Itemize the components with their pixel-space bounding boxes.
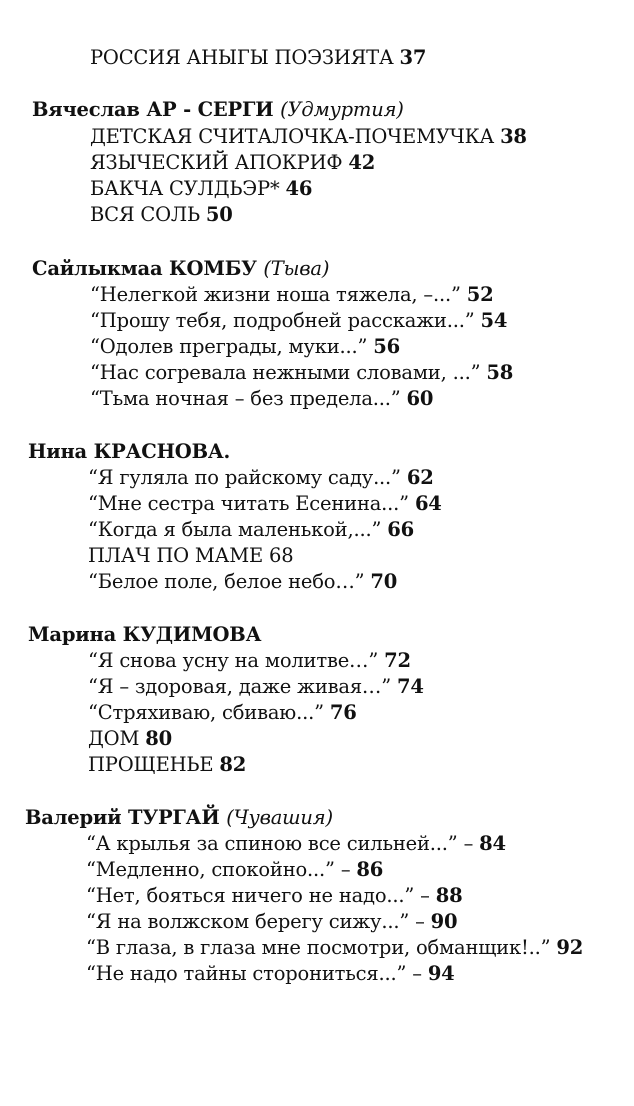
entry-page-number: 68	[269, 544, 294, 567]
entry-page-number: 56	[373, 335, 401, 358]
toc-entry	[90, 124, 527, 150]
entry-title: “Нет, бояться ничего не надо...” –	[86, 884, 430, 907]
author-heading	[32, 256, 329, 282]
entry-page-number: 76	[329, 701, 357, 724]
entry-title: “Я снова усну на молитве…”	[88, 649, 379, 672]
entry-title: “Мне сестра читать Есенина...”	[88, 492, 409, 515]
toc-entry	[90, 282, 493, 308]
entry-title: ПЛАЧ ПО МАМЕ	[88, 544, 264, 567]
toc-entry	[90, 202, 233, 228]
author-region: (Удмуртия)	[280, 98, 404, 121]
entry-title: “Когда я была маленькой,...”	[88, 518, 382, 541]
entry-page-number: 66	[387, 518, 414, 541]
toc-entry	[90, 308, 507, 334]
toc-entry	[86, 831, 506, 857]
entry-page-number: 46	[285, 177, 313, 200]
author-heading	[28, 439, 230, 465]
toc-entry	[88, 752, 246, 778]
toc-entry	[86, 909, 457, 935]
toc-entry	[86, 935, 583, 961]
entry-page-number: 74	[397, 675, 424, 698]
toc-entry	[90, 386, 433, 412]
toc-entry	[88, 465, 434, 491]
toc-entry	[88, 569, 397, 595]
toc-entry	[88, 648, 411, 674]
author-name: Валерий ТУРГАЙ	[25, 806, 220, 829]
entry-title: “Я – здоровая, даже живая…”	[88, 675, 391, 698]
toc-entry	[90, 45, 426, 71]
entry-title: ДЕТСКАЯ СЧИТАЛОЧКА-ПОЧЕМУЧКА	[90, 125, 495, 148]
entry-page-number: 80	[145, 727, 172, 750]
entry-title: “Стряхиваю, сбиваю...”	[88, 701, 324, 724]
entry-title: “Я гуляла по райскому саду...”	[88, 466, 401, 489]
entry-page-number: 70	[370, 570, 398, 593]
toc-entry	[86, 883, 462, 909]
entry-page-number: 42	[348, 151, 376, 174]
author-name: Сайлыкмаа КОМБУ	[32, 257, 257, 280]
entry-title: “Нас согревала нежными словами, ...”	[90, 361, 481, 384]
entry-page-number: 90	[430, 910, 458, 933]
author-heading	[32, 97, 404, 123]
entry-title: “Белое поле, белое небо…”	[88, 570, 365, 593]
entry-page-number: 52	[466, 283, 494, 306]
author-region: (Тыва)	[263, 257, 330, 280]
toc-entry	[90, 176, 312, 202]
entry-page-number: 82	[219, 753, 247, 776]
toc-entry	[90, 150, 375, 176]
entry-page-number: 50	[205, 203, 233, 226]
entry-title: “Не надо тайны сторониться...” –	[86, 962, 422, 985]
entry-page-number: 58	[486, 361, 514, 384]
toc-entry	[88, 726, 172, 752]
toc-entry	[88, 700, 357, 726]
entry-title: “Медленно, спокойно...” –	[86, 858, 351, 881]
entry-page-number: 37	[399, 46, 427, 69]
toc-entry	[90, 360, 513, 386]
entry-page-number: 64	[414, 492, 442, 515]
toc-entry	[88, 674, 424, 700]
entry-title: “Я на волжском берегу сижу...” –	[86, 910, 425, 933]
entry-title: ВСЯ СОЛЬ	[90, 203, 200, 226]
author-region: (Чувашия)	[226, 806, 333, 829]
entry-title: БАКЧА СУЛДЬЭР*	[90, 177, 280, 200]
entry-title: ПРОЩЕНЬЕ	[88, 753, 214, 776]
author-heading	[25, 805, 333, 831]
toc-entry	[86, 857, 383, 883]
toc-entry	[90, 334, 400, 360]
entry-page-number: 86	[356, 858, 384, 881]
entry-title: “В глаза, в глаза мне посмотри, обманщик!..”	[86, 936, 551, 959]
entry-title: “Прошу тебя, подробней расскажи...”	[90, 309, 475, 332]
entry-title: ДОМ	[88, 727, 140, 750]
toc-entry	[88, 491, 442, 517]
entry-title: РОССИЯ АНЫГЫ ПОЭЗИЯТА	[90, 46, 394, 69]
author-name: Нина КРАСНОВА.	[28, 440, 231, 463]
entry-page-number: 84	[479, 832, 506, 855]
entry-page-number: 62	[406, 466, 434, 489]
entry-page-number: 94	[427, 962, 455, 985]
author-name: Вячеслав АР - СЕРГИ	[32, 98, 274, 121]
entry-page-number: 60	[406, 387, 434, 410]
author-heading	[28, 622, 261, 648]
toc-entry	[88, 543, 293, 569]
entry-page-number: 92	[556, 936, 584, 959]
toc-entry	[86, 961, 455, 987]
entry-title: “Тьма ночная – без предела...”	[90, 387, 401, 410]
entry-title: ЯЗЫЧЕСКИЙ АПОКРИФ	[90, 151, 343, 174]
entry-page-number: 72	[384, 649, 411, 672]
toc-entry	[88, 517, 414, 543]
entry-title: “Одолев преграды, муки...”	[90, 335, 368, 358]
entry-page-number: 54	[480, 309, 508, 332]
entry-page-number: 88	[435, 884, 463, 907]
author-name: Марина КУДИМОВА	[28, 623, 262, 646]
entry-page-number: 38	[500, 125, 527, 148]
entry-title: “Нелегкой жизни ноша тяжела, –...”	[90, 283, 461, 306]
entry-title: “А крылья за спиною все сильней...” –	[86, 832, 474, 855]
